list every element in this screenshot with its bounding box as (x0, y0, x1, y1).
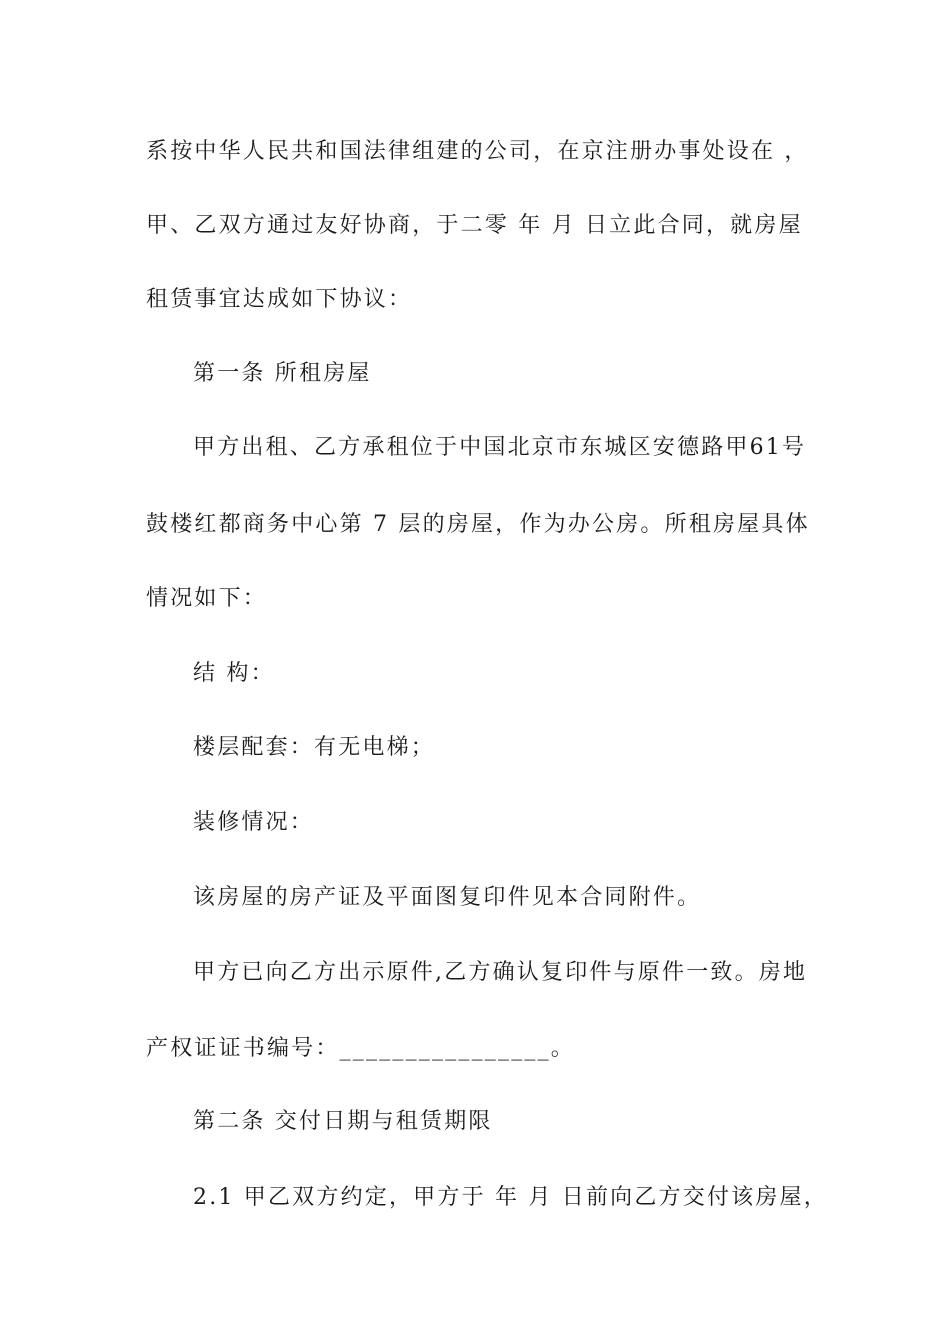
paragraph-line: 装修情况： (193, 810, 315, 835)
paragraph-line: 鼓楼红都商务中心第 7 层的房屋，作为办公房。所租房屋具体 (146, 512, 810, 537)
paragraph-line: 甲方已向乙方出示原件,乙方确认复印件与原件一致。房地 (193, 960, 808, 985)
paragraph-line: 甲方出租、乙方承租位于中国北京市东城区安德路甲61号 (193, 435, 807, 460)
paragraph-line: 结 构： (193, 661, 275, 686)
section-heading: 第二条 交付日期与租赁期限 (193, 1109, 493, 1134)
paragraph-line: 租赁事宜达成如下协议： (146, 287, 413, 312)
paragraph-line: 产权证证书编号：________________。 (146, 1036, 576, 1061)
paragraph-line: 楼层配套：有无电梯； (193, 735, 436, 760)
paragraph-line: 2.1 甲乙双方约定，甲方于 年 月 日前向乙方交付该房屋， (193, 1185, 828, 1210)
paragraph-line: 系按中华人民共和国法律组建的公司，在京注册办事处设在 ， (146, 139, 809, 164)
section-heading: 第一条 所租房屋 (193, 361, 372, 386)
paragraph-line: 该房屋的房产证及平面图复印件见本合同附件。 (193, 885, 702, 910)
paragraph-line: 甲、乙双方通过友好协商，于二零 年 月 日立此合同，就房屋 (146, 213, 803, 238)
paragraph-line: 情况如下： (146, 586, 268, 611)
